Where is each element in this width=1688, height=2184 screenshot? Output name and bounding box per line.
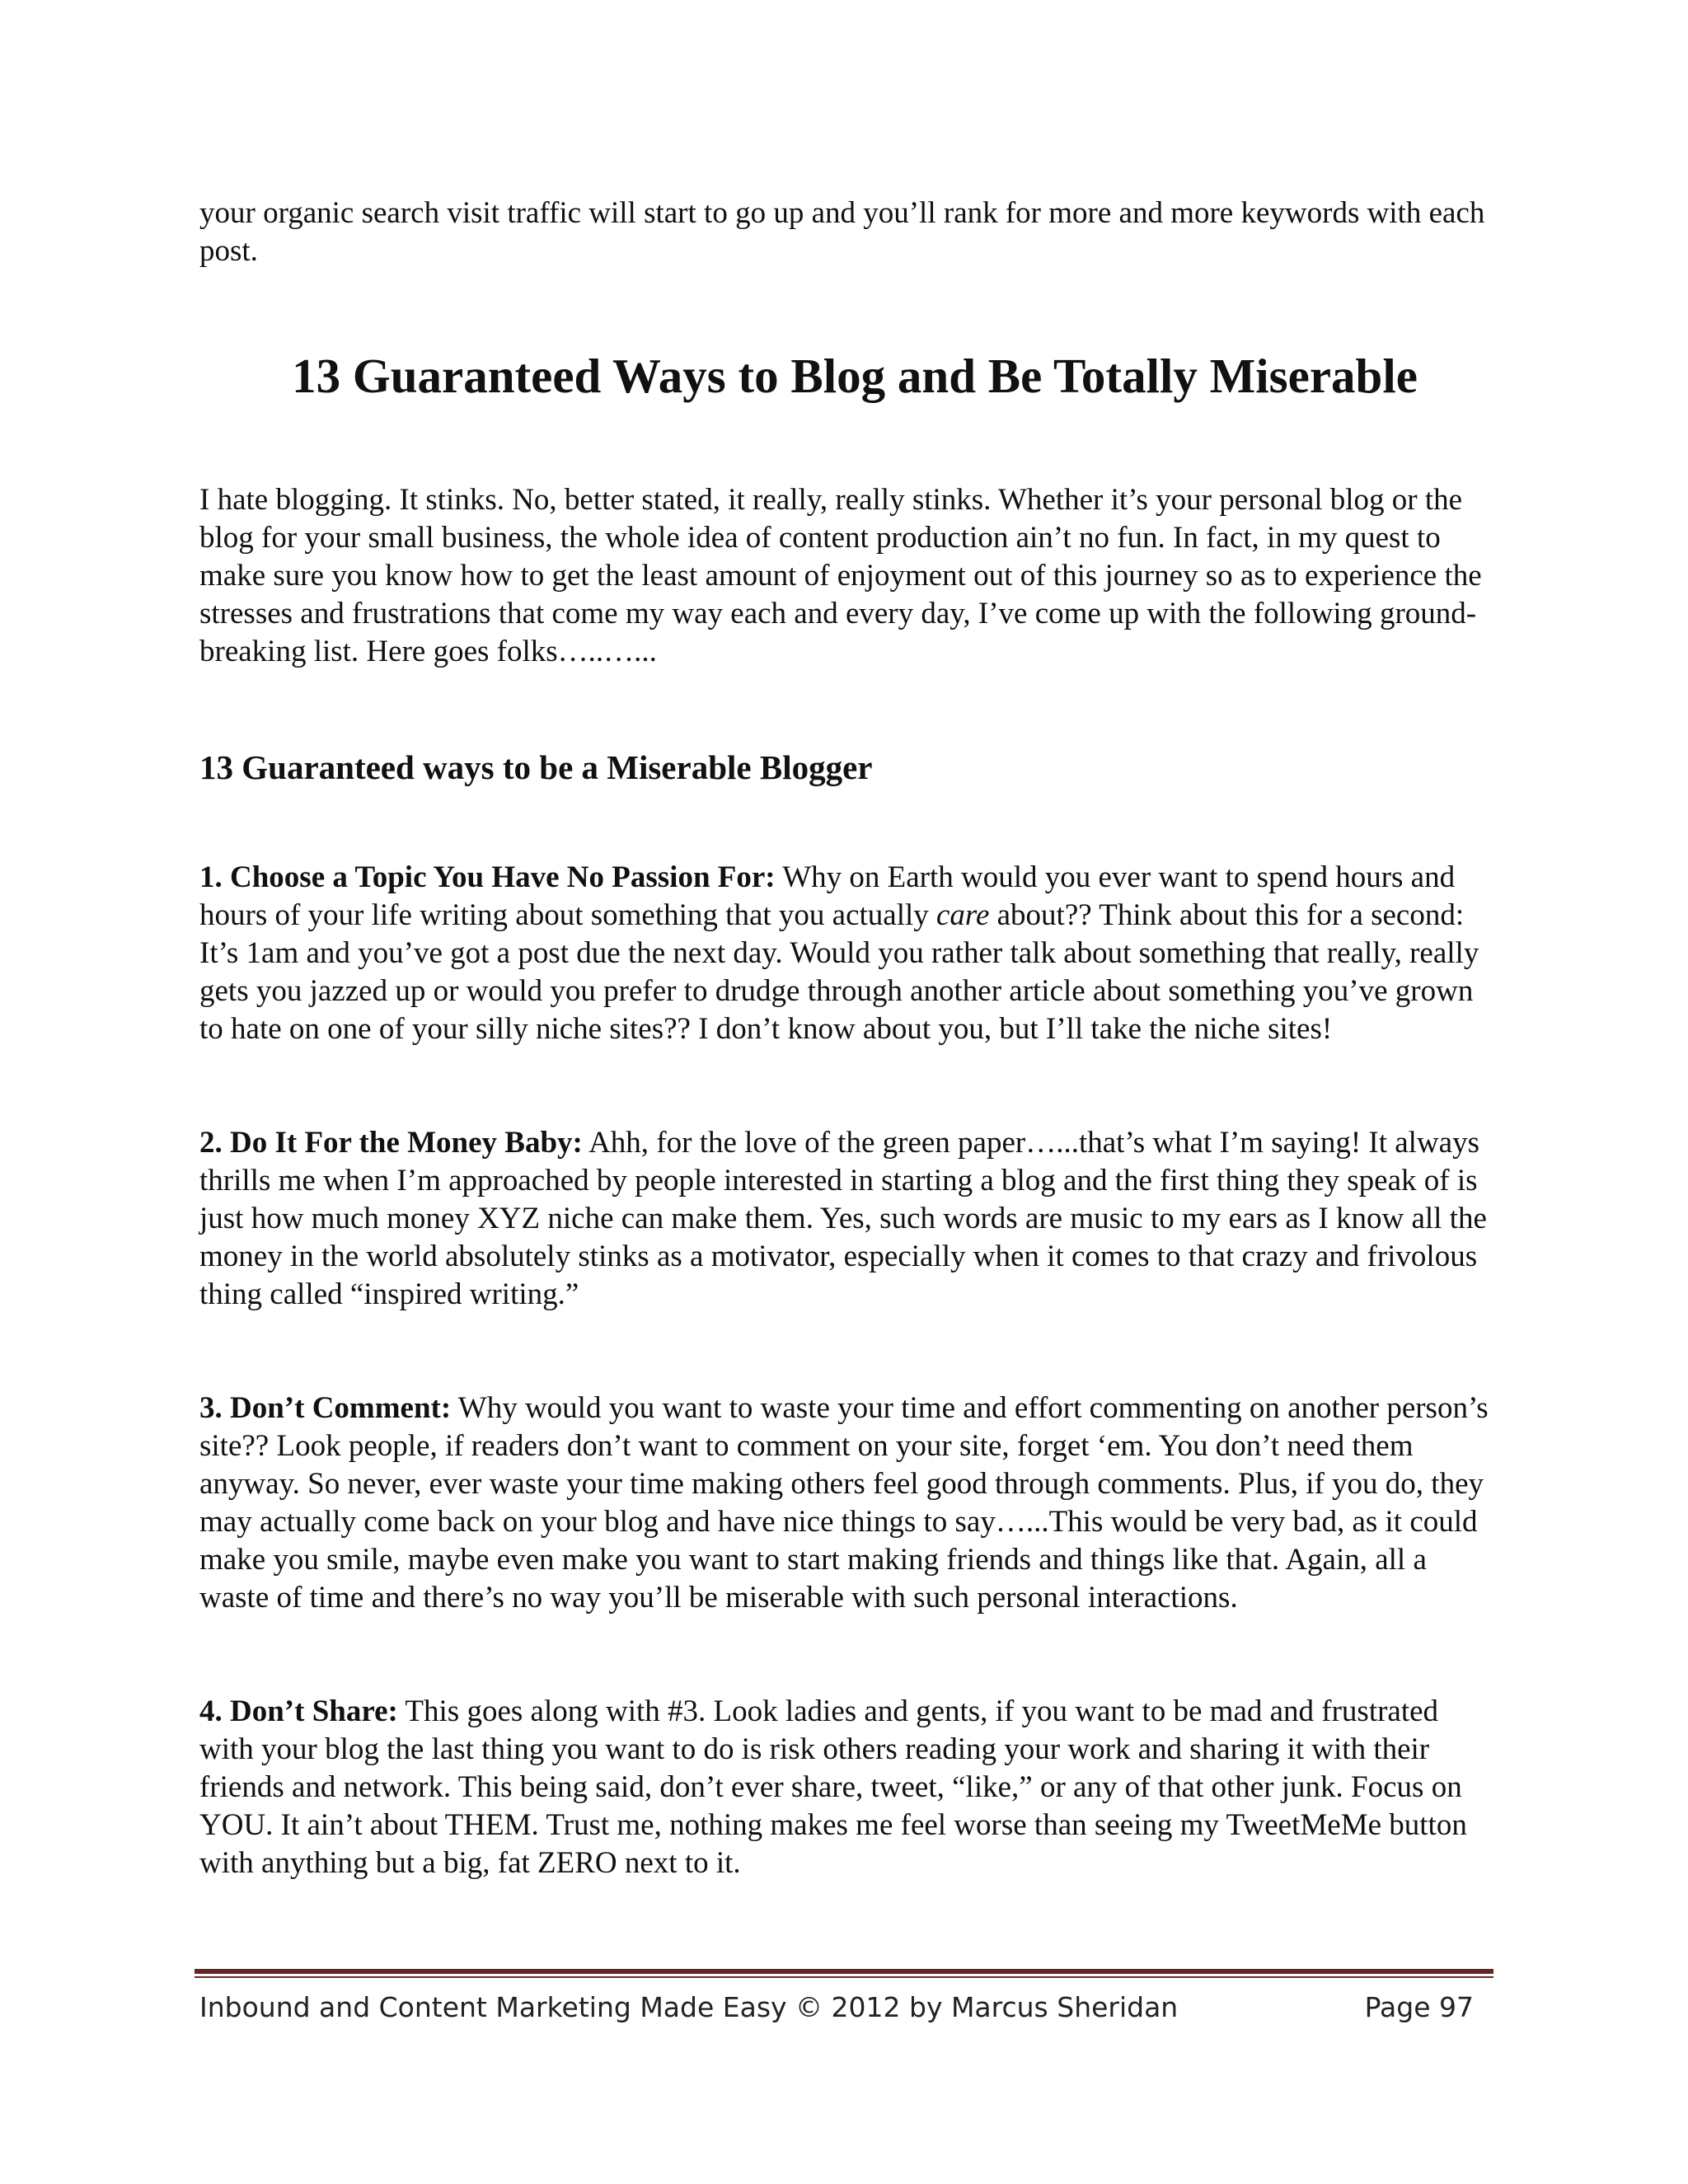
item-label-2: 2. Do It For the Money Baby:	[199, 1126, 583, 1160]
list-item-3	[199, 1390, 1493, 1617]
page-content	[199, 194, 1493, 1882]
main-title: 13 Guaranteed Ways to Blog and Be Totally Miserable	[292, 349, 1418, 403]
item-text-1-before: Why on Earth would you ever want to spend hours and hours of your life writing about something that you actually	[199, 860, 1456, 932]
footer-divider-thin	[195, 1976, 1493, 1978]
item-label-1: 1. Choose a Topic You Have No Passion For:	[199, 860, 776, 894]
footer-copyright: Inbound and Content Marketing Made Easy © 2012 by Marcus Sheridan	[199, 1991, 1179, 2023]
item-label-4: 4. Don’t Share:	[199, 1694, 398, 1728]
list-item-4	[199, 1693, 1493, 1882]
footer-divider-thick	[195, 1969, 1493, 1974]
item-list	[199, 859, 1493, 1882]
list-item-1	[199, 859, 1493, 1048]
intro-paragraph: I hate blogging. It stinks. No, better stated, it really, really stinks. Whether it’s your personal blog or the blog for your small business, the whole idea of content production ain’t no fun. In fact, in my quest to make sure you know how to get the least amount of enjoyment out of this journey so as to experience the stresses and frustrations that come my way each and every day, I’ve come up with the following ground-breaking list. Here goes folks…..…...	[199, 483, 1482, 668]
item-text-1-after: about?? Think about this for a second: It’s 1am and you’ve got a post due the next day. Would you rather talk about something that really, really gets you jazzed up or would you prefer to drudge through another article about something you’ve grown to hate on one of your silly niche sites?? I don’t know about you, but I’ll take the niche sites!	[199, 898, 1479, 1046]
page-number: Page 97	[1364, 1991, 1474, 2023]
item-text-2: Ahh, for the love of the green paper…...that’s what I’m saying! It always thrills me when I’m approached by people interested in starting a blog and the first thing they speak of is just how much money XYZ niche can make them. Yes, such words are music to my ears as I know all the money in the world absolutely stinks as a motivator, especially when it comes to that crazy and frivolous thing called “inspired writing.”	[199, 1126, 1487, 1311]
page-footer	[199, 1988, 1474, 2029]
item-label-3: 3. Don’t Comment:	[199, 1391, 452, 1425]
item-text-4: This goes along with #3. Look ladies and gents, if you want to be mad and frustrated with your blog the last thing you want to do is risk others reading your work and sharing it with their friends and network. This being said, don’t ever share, tweet, “like,” or any of that other junk. Focus on YOU. It ain’t about THEM. Trust me, nothing makes me feel worse than seeing my TweetMeMe button with anything but a big, fat ZERO next to it.	[199, 1694, 1467, 1880]
item-text-3: Why would you want to waste your time and effort commenting on another person’s site?? Look people, if readers don’t want to comment on your site, forget ‘em. You don’t need them anyway. So never, ever waste your time making others feel good through comments. Plus, if you do, they may actually come back on your blog and have nice things to say…...This would be very bad, as it could make you smile, maybe even make you want to start making friends and things like that. Again, all a waste of time and there’s no way you’ll be miserable with such personal interactions.	[199, 1391, 1489, 1615]
footer-divider	[195, 1969, 1493, 1979]
intro-continuation: your organic search visit traffic will start to go up and you’ll rank for more and more keywords with each post.	[199, 196, 1485, 268]
item-text-1-emphasis: care	[936, 898, 990, 932]
list-item-2	[199, 1124, 1493, 1314]
section-heading: 13 Guaranteed ways to be a Miserable Blogger	[199, 748, 873, 786]
